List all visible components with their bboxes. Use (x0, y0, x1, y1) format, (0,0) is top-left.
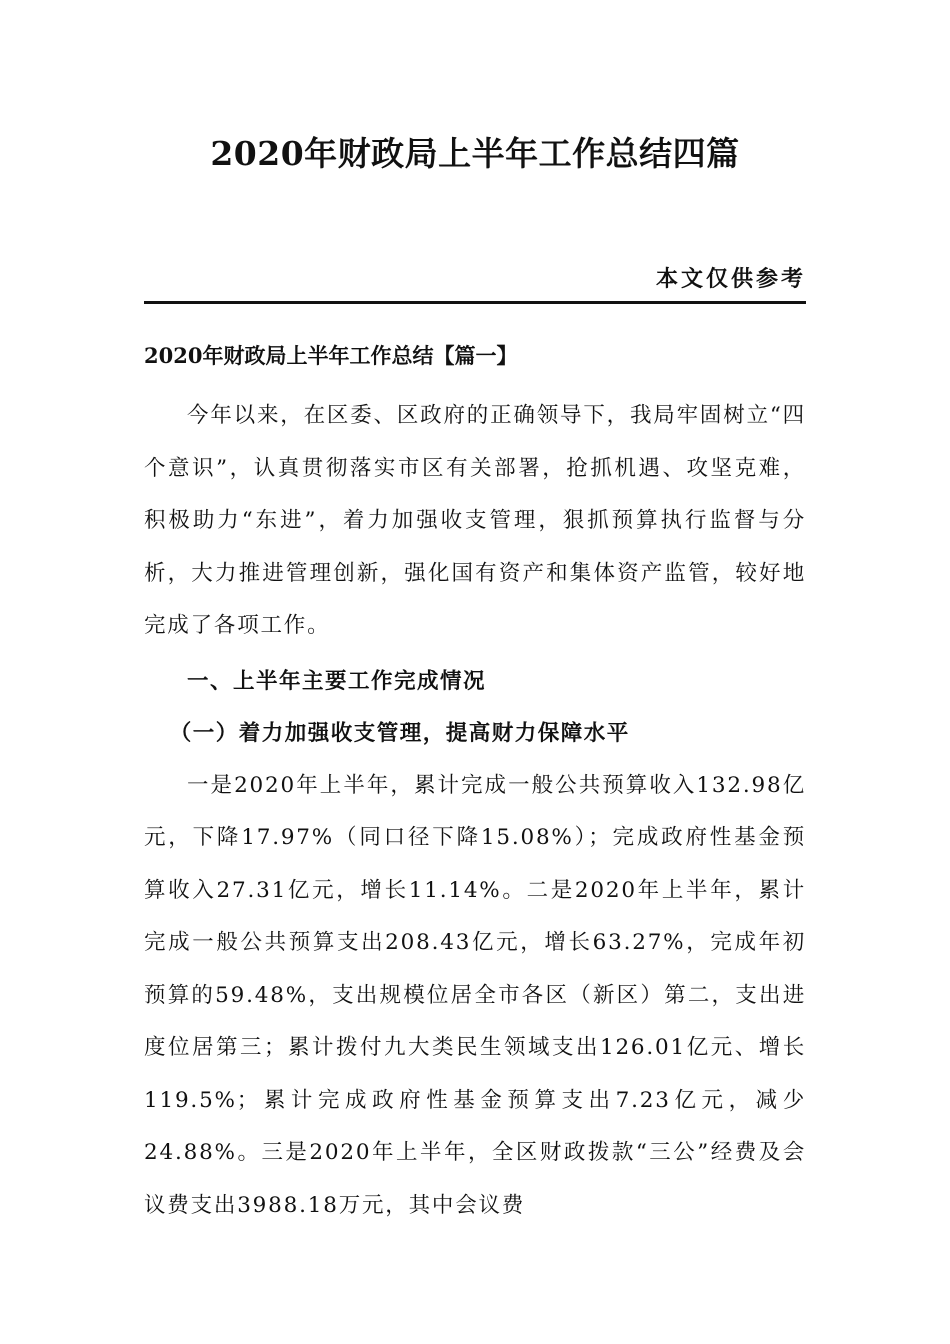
title-divider (144, 301, 806, 304)
reference-note: 本文仅供参考 (655, 266, 806, 292)
part-heading: 一、上半年主要工作完成情况 (187, 668, 487, 694)
intro-paragraph: 今年以来，在区委、区政府的正确领导下，我局牢固树立“四个意识”，认真贯彻落实市区有关部署，抢抓机遇、攻坚克难，积极助力“东进”，着力加强收支管理，狠抓预算执行监督与分析，大力推进管理创新，强化国有资产和集体资产监管，较好地完成了各项工作。 (144, 403, 806, 638)
section-heading: 2020年财政局上半年工作总结【篇一】 (144, 343, 518, 368)
budget-paragraph: 一是2020年上半年，累计完成一般公共预算收入132.98亿元，下降17.97%（同口径下降15.08%）；完成政府性基金预算收入27.31亿元，增长11.14%。二是2020年上半年，累计完成一般公共预算支出208.43亿元，增长63.27%，完成年初预算的59.48%，支出规模位居全市各区（新区）第二，支出进度位居第三；累计拨付九大类民生领域支出126.01亿元、增长119.5%；累计完成政府性基金预算支出7.23亿元，减少24.88%。三是2020年上半年，全区财政拨款“三公”经费及会议费支出3988.18万元，其中会议费 (144, 772, 806, 1218)
document-body (144, 334, 806, 1232)
sub-heading: （一）着力加强收支管理，提高财力保障水平 (169, 720, 630, 746)
document-title: 2020年财政局上半年工作总结四篇 (210, 134, 740, 173)
